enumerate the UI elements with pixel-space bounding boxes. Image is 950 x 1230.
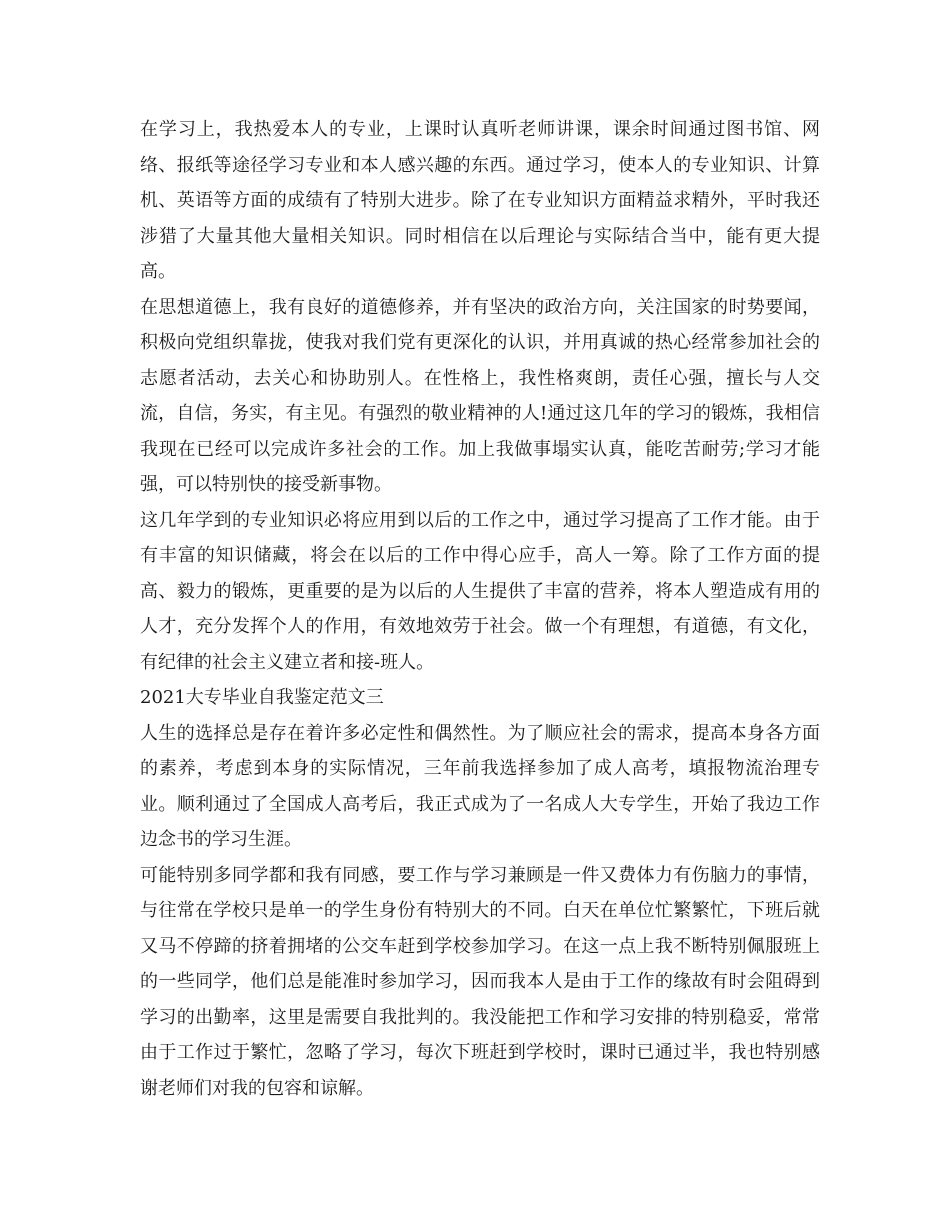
document-body — [140, 112, 820, 1106]
paragraph-study: 在学习上，我热爱本人的专业，上课时认真听老师讲课，课余时间通过图书馆、网络、报纸等途径学习专业和本人感兴趣的东西。通过学习，使本人的专业知识、计算机、英语等方面的成绩有了特别大进步。除了在专业知识方面精益求精外，平时我还涉猎了大量其他大量相关知识。同时相信在以后理论与实际结合当中，能有更大提高。 — [140, 119, 820, 282]
section-heading: 2021大专毕业自我鉴定范文三 — [140, 687, 384, 708]
paragraph-work-study: 可能特别多同学都和我有同感，要工作与学习兼顾是一件又费体力有伤脑力的事情，与往常在学校只是单一的学生身份有特别大的不同。白天在单位忙繁繁忙，下班后就又马不停蹄的挤着拥堵的公交车赶到学校参加学习。在这一点上我不断特别佩服班上的一些同学，他们总是能准时参加学习，因而我本人是由于工作的缘故有时会阻碍到学习的出勤率，这里是需要自我批判的。我没能把工作和学习安排的特别稳妥，常常由于工作过于繁忙，忽略了学习，每次下班赶到学校时，课时已通过半，我也特别感谢老师们对我的包容和谅解。 — [140, 864, 820, 1099]
paragraph-morality: 在思想道德上，我有良好的道德修养，并有坚决的政治方向，关注国家的时势要闻，积极向党组织靠拢，使我对我们党有更深化的认识，并用真诚的热心经常参加社会的志愿者活动，去关心和协助别人。在性格上，我性格爽朗，责任心强，擅长与人交流，自信，务实，有主见。有强烈的敬业精神的人!通过这几年的学习的锻炼，我相信我现在已经可以完成许多社会的工作。加上我做事塌实认真，能吃苦耐劳;学习才能强，可以特别快的接受新事物。 — [140, 296, 820, 495]
paragraph-life-choice: 人生的选择总是存在着许多必定性和偶然性。为了顺应社会的需求，提高本身各方面的素养，考虑到本身的实际情况，三年前我选择参加了成人高考，填报物流治理专业。顺利通过了全国成人高考后，我正式成为了一名成人大专学生，开始了我边工作边念书的学习生涯。 — [140, 722, 820, 850]
paragraph-knowledge: 这几年学到的专业知识必将应用到以后的工作之中，通过学习提高了工作才能。由于有丰富的知识储藏，将会在以后的工作中得心应手，高人一筹。除了工作方面的提高、毅力的锻炼，更重要的是为以后的人生提供了丰富的营养，将本人塑造成有用的人才，充分发挥个人的作用，有效地效劳于社会。做一个有理想，有道德，有文化，有纪律的社会主义建立者和接-班人。 — [140, 509, 820, 673]
